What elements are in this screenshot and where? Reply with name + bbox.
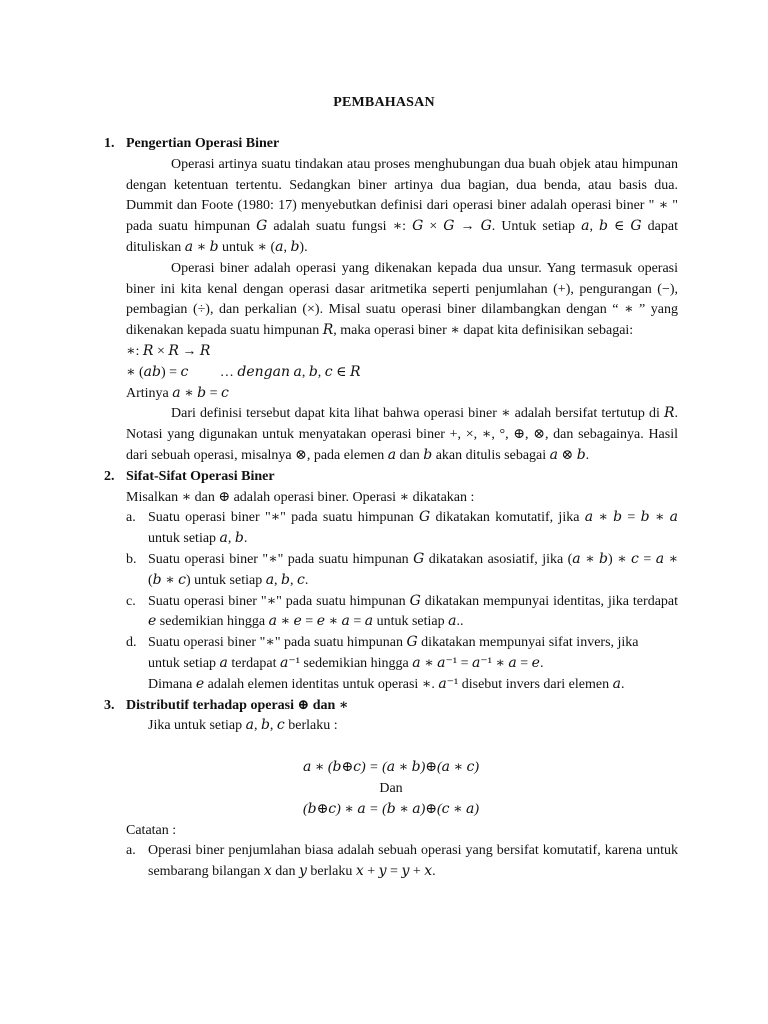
definition-line-2: ∗ (𝑎𝑏) = 𝑐 … 𝑑𝑒𝑛𝑔𝑎𝑛 𝑎, 𝑏, 𝑐 ∈ 𝑅 bbox=[126, 364, 361, 380]
text-line: Suatu operasi biner "∗" pada suatu himpunan 𝐺 dikatakan komutatif, jika 𝑎 ∗ 𝑏 = 𝑏 ∗ 𝑎 bbox=[148, 510, 678, 526]
section-number: 2. bbox=[104, 468, 115, 484]
list-item bbox=[126, 508, 678, 550]
text-line: 𝑎 ∗ (𝑏 ∗ 𝑐) untuk setiap 𝑎, 𝑏, 𝑐. bbox=[148, 551, 679, 588]
section-title: Pengertian Operasi Biner bbox=[126, 136, 280, 151]
equation-connector: Dan bbox=[379, 780, 403, 796]
list-item bbox=[126, 550, 678, 592]
equation-right-distributive: (𝑏⊕𝑐) ∗ 𝑎 = (𝑏 ∗ 𝑎)⊕(𝑐 ∗ 𝑎) bbox=[302, 801, 480, 817]
list-marker: b. bbox=[126, 551, 137, 567]
section-3-intro bbox=[104, 716, 678, 737]
text-line: operasi biner " ∗ " pada suatu himpunan 𝐺 adalah suatu fungsi ∗: 𝐺 × 𝐺 → 𝐺. Untuk setiap bbox=[126, 198, 679, 235]
equation-left-distributive: 𝑎 ∗ (𝑏⊕𝑐) = (𝑎 ∗ 𝑏)⊕(𝑎 ∗ 𝑐) bbox=[302, 760, 480, 776]
text-line: di 𝑅. Notasi yang digunakan untuk menyatakan operasi biner +, ×, ∗, °, ⊕, ⊗, dan bbox=[126, 406, 679, 443]
list-marker: a. bbox=[126, 843, 136, 859]
spacer bbox=[104, 737, 678, 758]
text-line: basis dua. Dummit dan Foote (1980: 17) menyebutkan definisi dari operasi biner adalah bbox=[126, 177, 679, 214]
definition-line-1: ∗: 𝑅 × 𝑅 → 𝑅 bbox=[126, 343, 211, 359]
text-line: untuk setiap 𝑎 terdapat 𝑎⁻¹ sedemikian hingga 𝑎 ∗ 𝑎⁻¹ = 𝑎⁻¹ ∗ 𝑎 = 𝑒. bbox=[148, 655, 544, 671]
document-body bbox=[104, 134, 678, 883]
section-1-paragraph-3 bbox=[104, 404, 678, 466]
list-item bbox=[126, 633, 678, 695]
page-title: PEMBAHASAN bbox=[333, 95, 435, 110]
section-number: 1. bbox=[104, 136, 115, 151]
text-line: untuk setiap 𝑎, 𝑏. bbox=[148, 531, 248, 547]
text-line: karena untuk sembarang bilangan 𝑥 dan 𝑦 berlaku 𝑥 + 𝑦 = 𝑦 + 𝑥. bbox=[148, 843, 679, 880]
section-1-heading bbox=[104, 134, 678, 155]
section-2-intro: Misalkan ∗ dan ⊕ adalah operasi biner. Operasi ∗ dikatakan : bbox=[126, 489, 475, 505]
list-marker: a. bbox=[126, 510, 136, 526]
catatan-label: Catatan : bbox=[126, 822, 177, 838]
section-1-paragraph-2 bbox=[104, 259, 678, 342]
properties-list bbox=[104, 508, 678, 695]
text-line: ∗ dapat kita definisikan sebagai: bbox=[450, 323, 634, 339]
text-line: Operasi biner penjumlahan biasa adalah sebuah operasi yang bersifat komutatif, bbox=[148, 843, 601, 859]
section-1-paragraph-1 bbox=[104, 155, 678, 259]
section-title: Distributif terhadap operasi ⊕ dan ∗ bbox=[126, 697, 349, 713]
list-item bbox=[126, 841, 678, 883]
text-line: Dari definisi tersebut dapat kita lihat bahwa operasi biner ∗ adalah bersifat tertutup bbox=[171, 406, 645, 422]
text-line: Jika untuk setiap 𝑎, 𝑏, 𝑐 berlaku : bbox=[148, 718, 338, 734]
section-number: 3. bbox=[104, 697, 115, 713]
catatan-list bbox=[104, 841, 678, 883]
text-line: Suatu operasi biner "∗" pada suatu himpunan 𝐺 dikatakan asosiatif, jika (𝑎 ∗ 𝑏) ∗ 𝑐 = bbox=[148, 551, 652, 567]
text-line: sebagainya. Hasil dari sebuah operasi, misalnya ⊗, pada elemen 𝑎 dan 𝑏 akan ditulis bbox=[126, 427, 678, 463]
list-marker: d. bbox=[126, 635, 137, 651]
text-line: himpunan dengan ketentuan tertentu. Sedangkan biner artinya dua bagian, dua benda, atau bbox=[126, 156, 679, 193]
text-line: Operasi artinya suatu tindakan atau proses menghubungan dua buah objek atau bbox=[171, 156, 619, 172]
section-title: Sifat-Sifat Operasi Biner bbox=[126, 468, 275, 484]
list-marker: c. bbox=[126, 593, 136, 609]
text-line: sebagai 𝑎 ⊗ 𝑏. bbox=[504, 447, 590, 463]
text-line: Suatu operasi biner "∗" pada suatu himpunan 𝐺 dikatakan mempunyai sifat invers, jika bbox=[148, 635, 639, 651]
text-line: operasi biner ini kita kenal dengan operasi dasar aritmetika seperti penjumlahan (+), bbox=[126, 260, 679, 297]
text-line: Operasi biner adalah operasi yang dikenakan kepada dua unsur. Yang termasuk bbox=[171, 260, 633, 276]
section-2-heading bbox=[104, 467, 678, 488]
definition-line-3: Artinya 𝑎 ∗ 𝑏 = 𝑐 bbox=[126, 385, 229, 401]
text-line: pengurangan (−), pembagian (÷), dan perkalian (×). Misal suatu operasi biner bbox=[126, 281, 678, 318]
text-line: Suatu operasi biner "∗" pada suatu himpunan 𝐺 dikatakan mempunyai identitas, jika bbox=[148, 593, 629, 609]
text-line: terdapat 𝑒 sedemikian hingga 𝑎 ∗ 𝑒 = 𝑒 ∗ 𝑎 = 𝑎 untuk setiap 𝑎.. bbox=[148, 593, 679, 630]
section-3-heading bbox=[104, 696, 678, 717]
text-line: Dimana 𝑒 adalah elemen identitas untuk operasi ∗. 𝑎⁻¹ disebut invers dari elemen 𝑎. bbox=[148, 676, 625, 692]
text-line: 𝑎, 𝑏 ∈ 𝐺 dapat dituliskan 𝑎 ∗ 𝑏 untuk ∗ (𝑎, 𝑏). bbox=[126, 219, 678, 255]
list-item bbox=[126, 592, 678, 634]
text-line: dilambangkan dengan “ ∗ ” yang dikenakan kepada suatu himpunan 𝑅, maka operasi biner bbox=[126, 302, 678, 339]
